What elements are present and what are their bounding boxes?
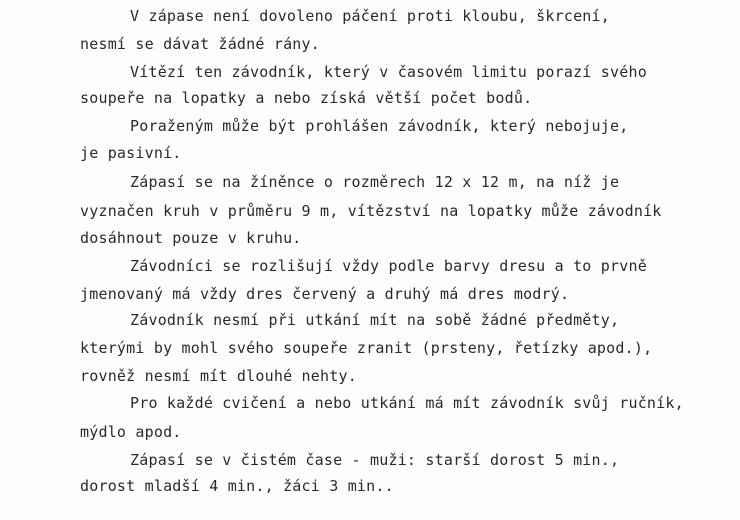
text-line: dosáhnout pouze v kruhu. (80, 229, 302, 247)
text-line: rovněž nesmí mít dlouhé nehty. (80, 367, 357, 385)
text-line: soupeře na lopatky a nebo získá větší počet bodů. (80, 89, 533, 107)
text-line: dorost mladší 4 min., žáci 3 min.. (80, 477, 394, 495)
text-line: Pro každé cvičení a nebo utkání má mít závodník svůj ručník, (130, 394, 684, 412)
text-line: Zápasí se v čistém čase - muži: starší dorost 5 min., (130, 451, 620, 469)
text-line: Závodník nesmí při utkání mít na sobě žádné předměty, (130, 311, 620, 329)
text-line: Zápasí se na žíněnce o rozměrech 12 x 12 m, na níž je (130, 173, 620, 191)
text-line: Poraženým může být prohlášen závodník, který nebojuje, (130, 117, 629, 135)
text-line: nesmí se dávat žádné rány. (80, 35, 320, 53)
text-line: kterými by mohl svého soupeře zranit (prsteny, řetízky apod.), (80, 339, 653, 357)
text-line: je pasivní. (80, 144, 182, 162)
text-line: Závodníci se rozlišují vždy podle barvy dresu a to prvně (130, 257, 647, 275)
text-line: mýdlo apod. (80, 423, 182, 441)
text-line: vyznačen kruh v průměru 9 m, vítězství na lopatky může závodník (80, 202, 662, 220)
text-line: V zápase není dovoleno páčení proti kloubu, škrcení, (130, 7, 610, 25)
text-line: jmenovaný má vždy dres červený a druhý má dres modrý. (80, 285, 570, 303)
text-line: Vítězí ten závodník, který v časovém limitu porazí svého (130, 63, 647, 81)
